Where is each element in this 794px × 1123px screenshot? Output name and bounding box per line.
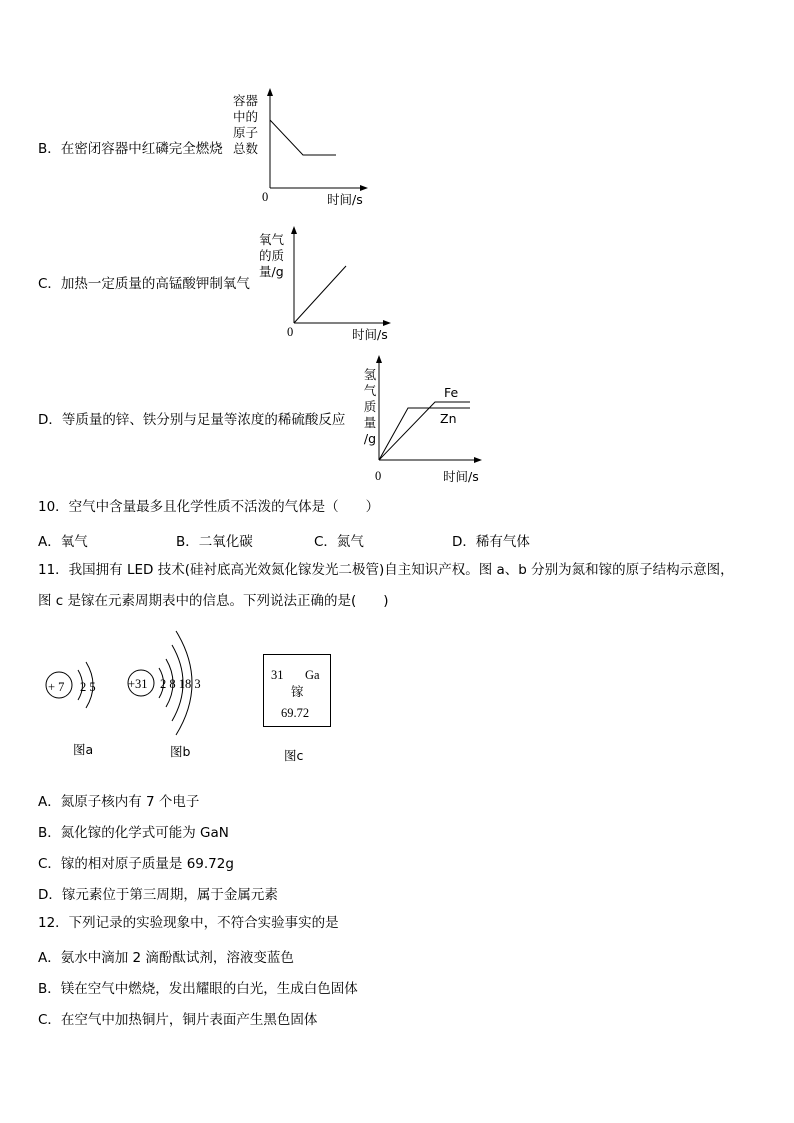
graph-d-axes: [375, 355, 490, 465]
graph-c-xlabel: 时间/s: [352, 327, 388, 342]
periodic-cell-mass: 69.72: [281, 706, 310, 720]
q12-stem: 12．下列记录的实验现象中，不符合实验事实的是: [38, 915, 339, 931]
graph-d-series-fe: Fe: [444, 385, 459, 400]
graph-d-origin: 0: [375, 469, 382, 483]
periodic-cell-symbol: Ga: [305, 668, 320, 682]
graph-b-curve: [270, 120, 336, 155]
graph-b-axes: [258, 88, 378, 198]
q11-option-c[interactable]: C．镓的相对原子质量是 69.72g: [38, 856, 234, 872]
q11-option-d[interactable]: D．镓元素位于第三周期，属于金属元素: [38, 887, 278, 903]
figure-a-shells: 2 5: [80, 680, 96, 694]
graph-d-ylabel: 氢 气 质 量 /g: [363, 367, 377, 446]
periodic-cell-number: 31: [271, 668, 284, 682]
figure-b-shells: 2 8 18 3: [160, 677, 201, 691]
q10-stem: 10．空气中含量最多且化学性质不活泼的气体是（ ）: [38, 499, 380, 515]
graph-c-curve: [294, 266, 346, 323]
q11-stem-line1: 11．我国拥有 LED 技术(硅衬底高光效氮化镓发光二极管)自主知识产权。图 a、b 分别为氮和镓的原子结构示意图，: [38, 562, 734, 578]
figure-b-nucleus: +31: [128, 677, 148, 691]
q12-option-a[interactable]: A．氨水中滴加 2 滴酚酞试剂，溶液变蓝色: [38, 950, 294, 966]
q11-option-a[interactable]: A．氮原子核内有 7 个电子: [38, 794, 200, 810]
q10-option-c[interactable]: C．氮气: [314, 534, 364, 550]
q12-option-b[interactable]: B．镁在空气中燃烧，发出耀眼的白光，生成白色固体: [38, 981, 358, 997]
q9-option-b-text: B．在密闭容器中红磷完全燃烧: [38, 141, 223, 157]
graph-b-origin: 0: [262, 190, 269, 204]
graph-c-origin: 0: [287, 325, 294, 339]
q10-option-a[interactable]: A．氧气: [38, 534, 88, 550]
q12-option-c[interactable]: C．在空气中加热铜片，铜片表面产生黑色固体: [38, 1012, 318, 1028]
periodic-cell-name: 镓: [291, 684, 304, 699]
q9-option-c-text: C．加热一定质量的高锰酸钾制氧气: [38, 276, 250, 292]
figure-a-caption: 图a: [73, 742, 94, 757]
graph-d-series-zn: Zn: [440, 411, 457, 426]
q11-option-b[interactable]: B．氮化镓的化学式可能为 GaN: [38, 825, 229, 841]
graph-d-xlabel: 时间/s: [443, 469, 479, 484]
figure-c-caption: 图c: [284, 748, 304, 763]
q10-option-d[interactable]: D．稀有气体: [452, 534, 530, 550]
figure-a-nucleus: + 7: [48, 680, 65, 694]
q10-option-b[interactable]: B．二氧化碳: [176, 534, 253, 550]
graph-b-ylabel: 容器 中的 原子 总数: [233, 93, 259, 156]
graph-b-xlabel: 时间/s: [327, 192, 363, 207]
graph-c-ylabel: 氧气 的质 量/g: [259, 232, 285, 279]
q9-option-d-text: D．等质量的锌、铁分别与足量等浓度的稀硫酸反应: [38, 412, 346, 428]
q11-stem-line2: 图 c 是镓在元素周期表中的信息。下列说法正确的是( ): [38, 593, 389, 609]
figure-b-caption: 图b: [170, 744, 191, 759]
graph-c-axes: [284, 226, 394, 326]
